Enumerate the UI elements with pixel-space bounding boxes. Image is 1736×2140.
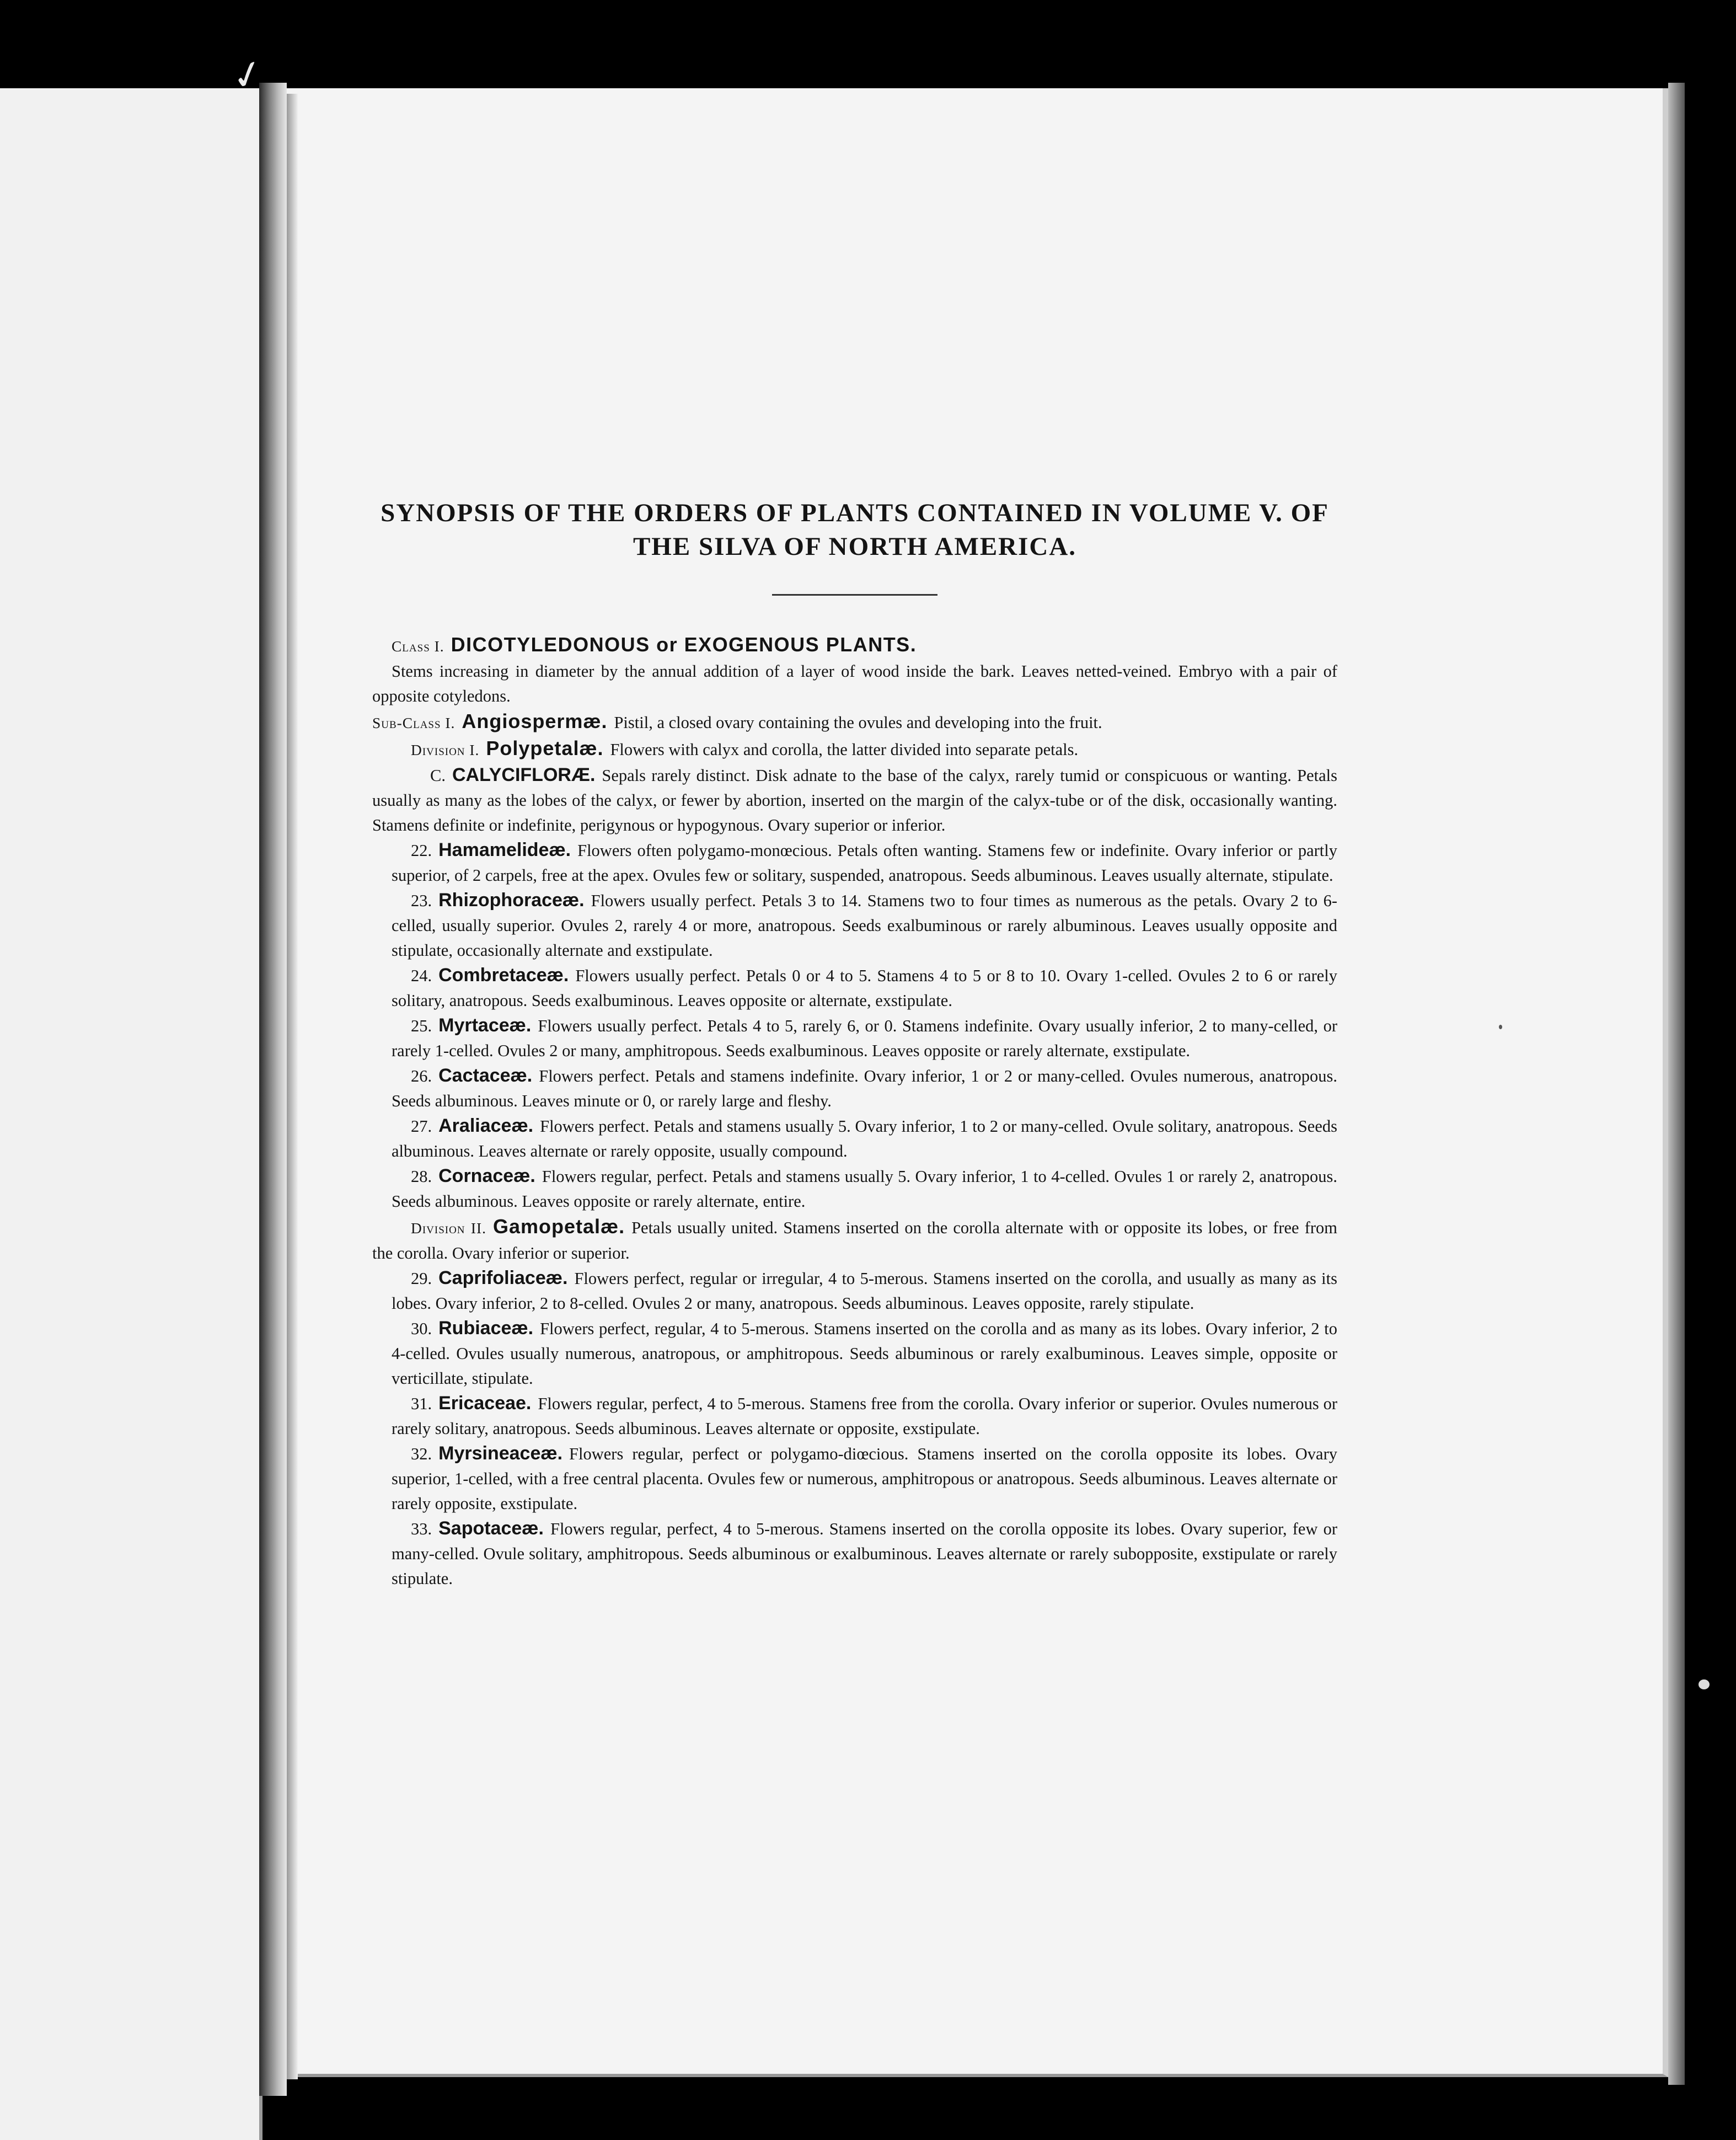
order-number: 25. [411,1017,432,1035]
order-number: 32. [411,1444,432,1463]
subclass-prefix: Sub-Class I. [372,715,456,731]
order-number: 33. [411,1520,432,1538]
order-entry [372,1114,1337,1164]
order-description: Flowers perfect. Petals and stamens indefinite. Ovary inferior, 1 or 2 or many-celled. Ovules numerous, anatropous. Seeds albuminous. Leaves minute or 0, or rarely large and fleshy. [392,1067,1337,1110]
order-number: 31. [411,1394,432,1413]
order-description: Flowers often polygamo-monœcious. Petals often wanting. Stamens few or indefinite. Ovary inferior or partly superior, of 2 carpels, free at the apex. Ovules few or solitary, suspended, anatropous. Seeds albuminous. Leaves usually alternate, stipulate. [392,841,1337,885]
order-description: Flowers perfect. Petals and stamens usually 5. Ovary inferior, 1 to 2 or many-celled. Ovule solitary, anatropous. Seeds albuminous. Leaves alternate or rarely opposite, usually compound. [392,1117,1337,1160]
order-description: Flowers regular, perfect or polygamo-diœcious. Stamens inserted on the corolla opposite its lobes. Ovary superior, 1-celled, with a free central placenta. Ovules few or numerous, amphitropous or anatropous. Seeds albuminous. Leaves alternate or rarely opposite, exstipulate. [392,1444,1337,1513]
order-name: Combretaceæ. [438,965,569,986]
order-number: 23. [411,891,432,910]
order-name: Rubiaceæ. [438,1318,534,1339]
class-name: DICOTYLEDONOUS or EXOGENOUS PLANTS. [451,633,917,656]
division-2-prefix: Division II. [411,1220,487,1237]
title-line-1: SYNOPSIS OF THE ORDERS OF PLANTS CONTAINED IN VOLUME V. OF [381,499,1329,527]
title-rule [772,594,937,596]
subclass-name: Angiospermæ. [462,710,608,732]
series-prefix: C. [430,766,446,785]
subclass-description: Pistil, a closed ovary containing the ovules and developing into the fruit. [614,713,1102,732]
order-name: Myrtaceæ. [438,1015,532,1036]
order-description: Flowers perfect, regular, 4 to 5-merous. Stamens inserted on the corolla and as many as its lobes. Ovary inferior, 2 to 4-celled. Ovules usually numerous, anatropous, or amphitropous. Seeds albuminous or rarely exalbuminous. Leaves simple, opposite or verticillate, stipulate. [392,1319,1337,1388]
orders-gamopetalae [372,1266,1337,1591]
order-entry [372,838,1337,888]
order-name: Caprifoliaceæ. [438,1267,568,1288]
order-entry [372,963,1337,1013]
orders-polypetalae [372,838,1337,1214]
order-number: 26. [411,1067,432,1085]
order-entry [372,1266,1337,1316]
order-name: Cactaceæ. [438,1065,533,1086]
order-number: 27. [411,1117,432,1136]
division-1-heading [372,736,1337,763]
order-description: Flowers regular, perfect, 4 to 5-merous. Stamens inserted on the corolla opposite its lobes. Ovary superior, few or many-celled. Ovule solitary, amphitropous. Seeds albuminous or exalbuminous. Leaves alternate or rarely subopposite, exstipulate or rarely stipulate. [392,1520,1337,1588]
page-content [372,496,1337,1591]
order-name: Sapotaceæ. [438,1518,544,1539]
order-entry [372,1516,1337,1591]
order-description: Flowers usually perfect. Petals 0 or 4 to 5. Stamens 4 to 5 or 8 to 10. Ovary 1-celled. Ovules 2 to 6 or rarely solitary, anatropous. Seeds exalbuminous. Leaves opposite or alternate, exstipulate. [392,966,1337,1010]
order-description: Flowers regular, perfect. Petals and stamens usually 5. Ovary inferior, 1 to 4-celled. Ovules 1 or rarely 2, anatropous. Seeds albuminous. Leaves opposite or rarely alternate, entire. [392,1167,1337,1211]
class-description: Stems increasing in diameter by the annual addition of a layer of wood inside the bark. Leaves netted-veined. Embryo with a pair of opposite cotyledons. [372,662,1337,705]
class-heading [372,632,1337,659]
division-1-prefix: Division I. [411,742,480,758]
order-description: Flowers usually perfect. Petals 3 to 14. Stamens two to four times as numerous as the petals. Ovary 2 to 6-celled, usually superior. Ovules 2, rarely 4 or more, anatropous. Seeds exalbuminous or rarely albuminous. Leaves usually opposite and stipulate, occasionally alternate and exstipulate. [392,891,1337,960]
title-line-2: THE SILVA OF NORTH AMERICA. [633,532,1077,561]
order-name: Araliaceæ. [438,1115,534,1136]
division-2-name: Gamopetalæ. [493,1215,625,1238]
gutter-shadow [287,94,298,2079]
series-description: Sepals rarely distinct. Disk adnate to the base of the calyx, rarely tumid or conspicuous or wanting. Petals usually as many as the lobes of the calyx, or fewer by abortion, inserted on the margin of the calyx-tube or of the disk, occasionally wanting. Stamens definite or indefinite, perigynous or hypogynous. Ovary superior or inferior. [372,766,1337,834]
class-prefix: Class I. [392,638,444,655]
order-entry [372,888,1337,963]
order-name: Ericaceae. [438,1393,532,1414]
division-2-heading [372,1214,1337,1266]
division-1-description: Flowers with calyx and corolla, the latter divided into separate petals. [610,740,1079,759]
order-number: 29. [411,1269,432,1288]
pencil-mark-icon: ✓ [226,49,270,101]
order-name: Hamamelideæ. [438,839,571,860]
page-title [372,496,1337,564]
speck-mark [1499,1025,1502,1029]
order-entry [372,1063,1337,1114]
order-entry [372,1164,1337,1214]
order-entry [372,1391,1337,1441]
order-name: Rhizophoraceæ. [438,890,585,911]
order-name: Cornaceæ. [438,1165,535,1186]
order-number: 30. [411,1319,432,1338]
subclass-heading [372,709,1337,736]
division-1-name: Polypetalæ. [486,737,604,759]
order-number: 28. [411,1167,432,1186]
left-page-edge [0,88,262,2140]
order-entry [372,1441,1337,1516]
series-calyciflorae [372,763,1337,838]
order-description: Flowers regular, perfect, 4 to 5-merous. Stamens free from the corolla. Ovary inferior or superior. Ovules numerous or rarely solitary, anatropous. Seeds albuminous. Leaves alternate or opposite, exstipulate. [392,1394,1337,1438]
order-name: Myrsineaceæ. [438,1443,563,1464]
order-description: Flowers usually perfect. Petals 4 to 5, rarely 6, or 0. Stamens indefinite. Ovary usually inferior, 2 to many-celled, or rarely 1-celled. Ovules 2 or many, amphitropous. Seeds exalbuminous. Leaves opposite or rarely alternate, exstipulate. [392,1017,1337,1060]
order-entry [372,1013,1337,1063]
page-right-edge [1668,83,1685,2085]
speck-mark [1699,1679,1710,1689]
order-description: Flowers perfect, regular or irregular, 4 to 5-merous. Stamens inserted on the corolla, and usually as many as its lobes. Ovary inferior, 2 to 8-celled. Ovules 2 or many, anatropous. Seeds albuminous. Leaves opposite, rarely stipulate. [392,1269,1337,1313]
order-number: 24. [411,966,432,985]
order-number: 22. [411,841,432,860]
book-gutter [259,83,287,2096]
order-entry [372,1316,1337,1391]
division-2-description: Petals usually united. Stamens inserted on the corolla alternate with or opposite its lobes, or free from the corolla. Ovary inferior or superior. [372,1218,1337,1262]
series-name: CALYCIFLORÆ. [452,764,596,785]
